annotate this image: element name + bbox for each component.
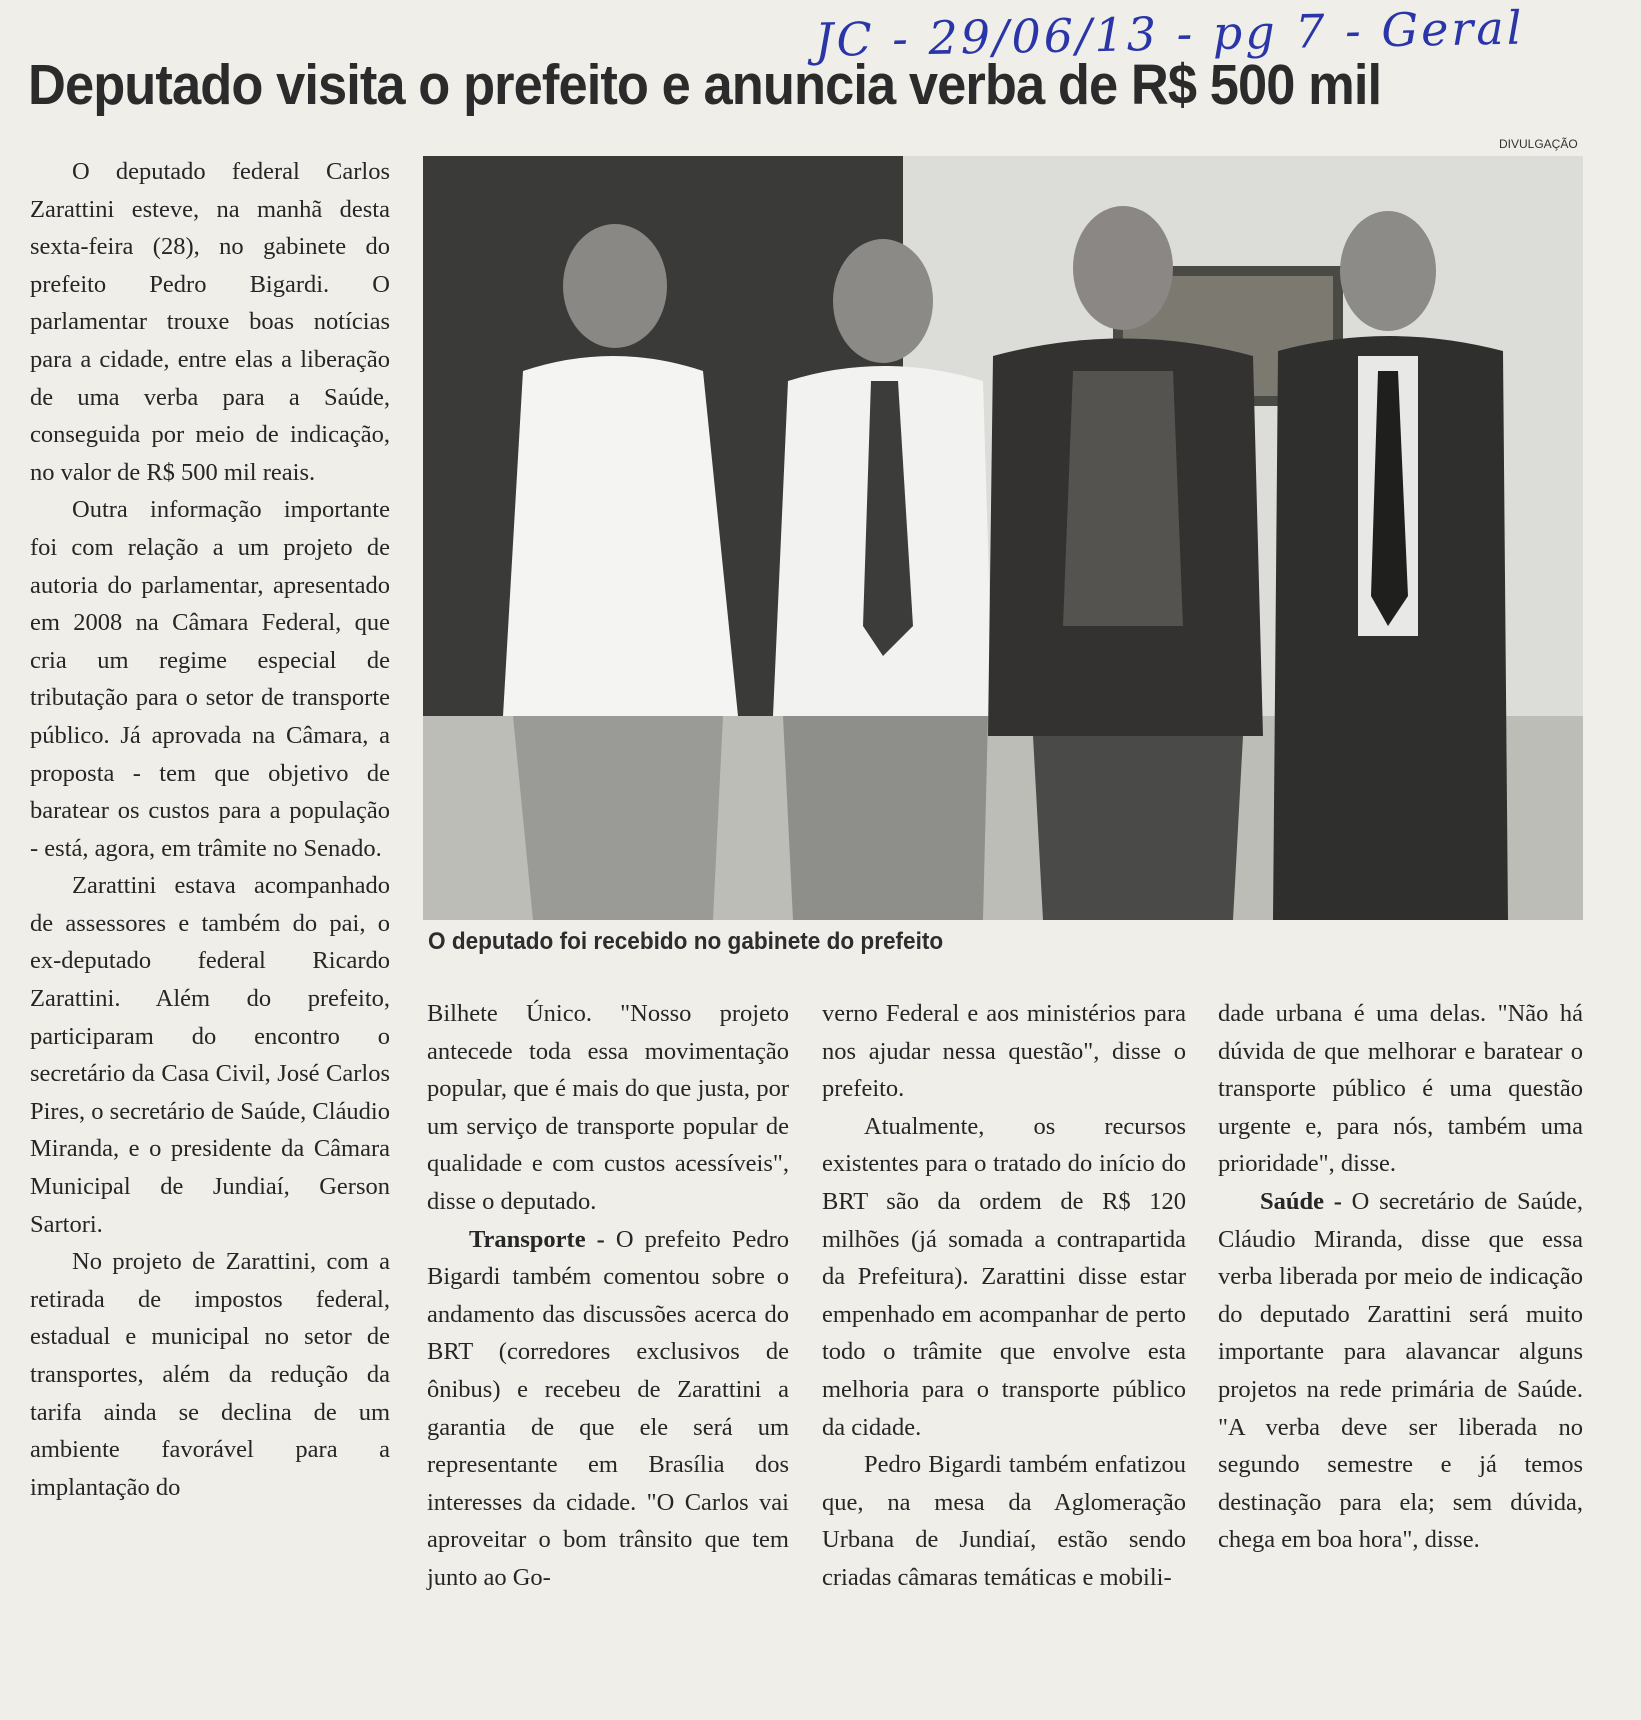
photo-caption: O deputado foi recebido no gabinete do prefeito — [428, 928, 944, 955]
article-column-2 — [427, 995, 789, 1597]
handwritten-note: JC - 29/06/13 - pg 7 - Geral — [814, 0, 1525, 67]
article-column-4 — [1218, 995, 1583, 1559]
photo-illustration — [423, 156, 1583, 920]
paragraph: Atualmente, os recursos existentes para o tratado do início do BRT são da ordem de R$ 120 milhões (já somada a contrapartida da Prefeitura). Zarattini disse estar empenhado em acompanhar de perto todo o trâmite que envolve esta melhoria para o transporte público da cidade. — [822, 1112, 1186, 1441]
paragraph-text: O secretário de Saúde, Cláudio Miranda, disse que essa verba liberada por meio de indicação do deputado Zarattini será muito importante para alavancar alguns projetos na rede primária de Saúde. "A verba deve ser liberada no segundo semestre e já temos destinação para ela; sem dúvida, chega em boa hora", disse. — [1218, 1187, 1583, 1554]
section-lead-transporte: Transporte - — [469, 1225, 605, 1253]
article-column-3 — [822, 995, 1186, 1597]
paragraph: Bilhete Único. "Nosso projeto antecede toda essa movimentação popular, que é mais do que justa, por um serviço de transporte popular de qualidade e com custos acessíveis", disse o deputado. — [427, 1000, 789, 1215]
paragraph: dade urbana é uma delas. "Não há dúvida de que melhorar e baratear o transporte público é uma questão urgente e, para nós, também uma prioridade", disse. — [1218, 1000, 1583, 1178]
photo-credit: DIVULGAÇÃO — [1499, 137, 1578, 151]
article-column-1 — [30, 153, 390, 1506]
paragraph-text: O prefeito Pedro Bigardi também comentou sobre o andamento das discussões acerca do BRT (corredores exclusivos de ônibus) e recebeu de Zarattini a garantia de que ele será um representante em Brasília dos interesses da cidade. "O Carlos vai aproveitar o bom trânsito que tem junto ao Go- — [427, 1225, 789, 1591]
paragraph: No projeto de Zarattini, com a retirada de impostos federal, estadual e municipal no setor de transportes, além da redução da tarifa ainda se declina de um ambiente favorável para a implantação do — [30, 1248, 390, 1501]
paragraph: verno Federal e aos ministérios para nos ajudar nessa questão", disse o prefeito. — [822, 1000, 1186, 1103]
paragraph: O deputado federal Carlos Zarattini esteve, na manhã desta sexta-feira (28), no gabinete do prefeito Pedro Bigardi. O parlamentar trouxe boas notícias para a cidade, entre elas a liberação de uma verba para a Saúde, conseguida por meio de indicação, no valor de R$ 500 mil reais. — [30, 158, 390, 486]
paragraph — [427, 1221, 789, 1597]
section-lead-saude: Saúde - — [1260, 1187, 1342, 1215]
paragraph: Outra informação importante foi com relação a um projeto de autoria do parlamentar, apresentado em 2008 na Câmara Federal, que cria um regime especial de tributação para o setor de transporte público. Já aprovada na Câmara, a proposta - tem que objetivo de baratear os custos para a população - está, agora, em trâmite no Senado. — [30, 496, 390, 862]
paragraph — [1218, 1183, 1583, 1559]
headline: Deputado visita o prefeito e anuncia verba de R$ 500 mil — [28, 53, 1382, 117]
paragraph: Zarattini estava acompanhado de assessores e também do pai, o ex-deputado federal Ricardo Zarattini. Além do prefeito, participaram do encontro o secretário da Casa Civil, José Carlos Pires, o secretário de Saúde, Cláudio Miranda, e o presidente da Câmara Municipal de Jundiaí, Gerson Sartori. — [30, 872, 390, 1238]
news-photo — [423, 156, 1583, 920]
paragraph: Pedro Bigardi também enfatizou que, na mesa da Aglomeração Urbana de Jundiaí, estão sendo criadas câmaras temáticas e mobili- — [822, 1451, 1186, 1591]
